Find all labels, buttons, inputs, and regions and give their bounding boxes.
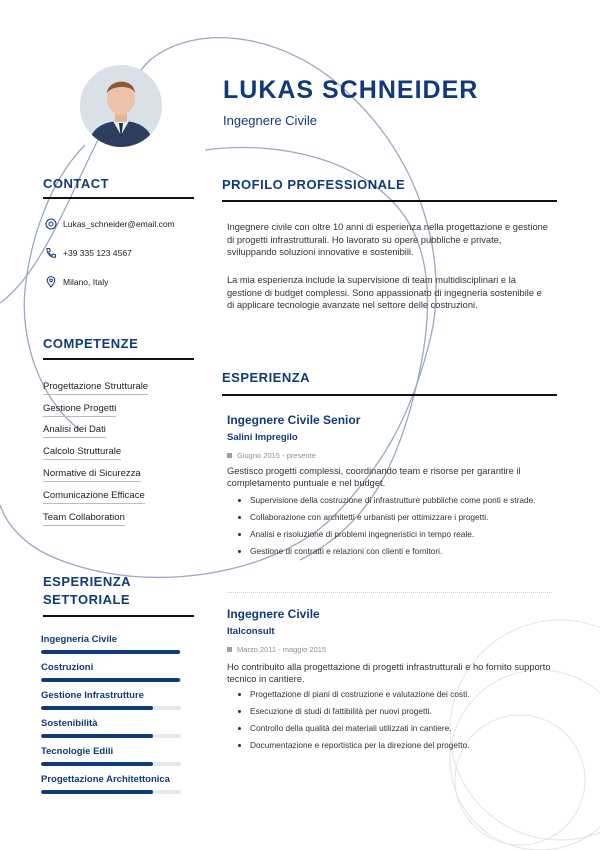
skill-item: Comunicazione Efficace <box>43 490 145 504</box>
industry-label: Costruzioni <box>41 662 94 673</box>
job-bullet: • Gestione di contratti e relazioni con clienti e fornitori. <box>250 546 560 557</box>
job-bullet: • Progettazione di piani di costruzione e valutazione dei costi. <box>250 689 560 700</box>
email-text: Lukas_schneider@email.com <box>63 219 175 229</box>
skill-item: Gestione Progetti <box>43 403 116 417</box>
job-dates <box>227 645 326 654</box>
job-summary: Ho contribuito alla progettazione di progetti infrastrutturali e ho fornito supporto tecnico in cantiere. <box>227 662 551 684</box>
profile-photo <box>80 65 162 147</box>
calendar-icon <box>227 647 232 652</box>
avatar <box>80 65 162 147</box>
industry-divider <box>43 615 194 617</box>
job-title: Ingegnere Civile Senior <box>227 413 361 427</box>
skill-item: Normative di Sicurezza <box>43 468 141 482</box>
industry-title-line1: ESPERIENZA <box>43 574 132 589</box>
industry-label: Tecnologie Edili <box>41 746 114 757</box>
location-pin-icon <box>45 276 57 288</box>
experience-divider <box>222 394 557 396</box>
job-dates-text: Marzo 2011 - maggio 2015 <box>237 645 327 654</box>
job-company: Salini Impregilo <box>227 432 298 443</box>
job-bullet: • Analisi e risoluzione di problemi ingegneristici in tempo reale. <box>250 529 560 540</box>
profile-divider <box>222 200 557 202</box>
job-bullet: • Documentazione e reportistica per la direzione del progetto. <box>250 740 560 751</box>
job-bullets <box>236 689 560 757</box>
profile-paragraph-1: Ingegnere civile con oltre 10 anni di esperienza nella progettazione e gestione di progetti infrastrutturali. Ho lavorato su opere pubbliche e private, sviluppando soluzioni innovative e sostenibili. <box>227 222 548 258</box>
phone-icon <box>45 247 57 259</box>
industry-bar-fill <box>41 650 180 654</box>
skill-item: Analisi dei Dati <box>43 424 106 438</box>
job-bullet: • Collaborazione con architetti e urbanisti per ottimizzare i progetti. <box>250 512 560 523</box>
job-summary: Gestisco progetti complessi, coordinando team e risorse per garantire il completamento puntuale e nel budget. <box>227 466 521 488</box>
industry-section-title <box>43 573 131 609</box>
skill-item: Calcolo Strutturale <box>43 446 121 460</box>
skills-section-title: COMPETENZE <box>43 336 139 351</box>
job-company: Italconsult <box>227 626 275 637</box>
industry-bar <box>41 706 181 710</box>
phone-text: +39 335 123 4567 <box>63 248 132 258</box>
industry-bar <box>41 734 181 738</box>
contact-divider <box>43 197 194 199</box>
industry-label: Sostenibilità <box>41 718 98 729</box>
skills-divider <box>43 358 194 360</box>
industry-bar <box>41 678 181 682</box>
contact-email[interactable] <box>45 218 175 230</box>
industry-label: Ingegneria Civile <box>41 634 118 645</box>
calendar-icon <box>227 453 232 458</box>
industry-label: Progettazione Architettonica <box>41 774 170 785</box>
job-bullet: • Supervisione della costruzione di infrastrutture pubbliche come ponti e strade. <box>250 495 560 506</box>
contact-location <box>45 276 108 288</box>
job-bullets <box>236 495 560 563</box>
contact-section-title: CONTACT <box>43 176 110 191</box>
industry-bar-fill <box>41 678 180 682</box>
profile-section-title: PROFILO PROFESSIONALE <box>222 177 406 192</box>
industry-title-line2: SETTORIALE <box>43 592 131 607</box>
profile-paragraph-2: La mia esperienza include la supervisione di team multidisciplinari e la gestione di budget complessi. Sono appassionato di ingegneria sostenibile e di applicare tecnologie avanzate nel settore delle costruzioni. <box>227 275 542 311</box>
job-separator <box>227 592 552 593</box>
industry-bar-fill <box>41 762 153 766</box>
industry-label: Gestione Infrastrutture <box>41 690 144 701</box>
skill-item: Team Collaboration <box>43 512 125 526</box>
job-title: Ingegnere Civile <box>227 607 320 621</box>
job-dates <box>227 451 316 460</box>
candidate-role: Ingegnere Civile <box>223 113 317 128</box>
skill-item: Progettazione Strutturale <box>43 381 148 395</box>
industry-bar-fill <box>41 706 153 710</box>
at-icon <box>45 218 57 230</box>
industry-bar <box>41 762 181 766</box>
job-bullet: • Controllo della qualità dei materiali utilizzati in cantiere. <box>250 723 560 734</box>
industry-bar-fill <box>41 734 153 738</box>
contact-phone[interactable] <box>45 247 132 259</box>
industry-bar <box>41 790 181 794</box>
industry-bar-fill <box>41 790 153 794</box>
experience-section-title: ESPERIENZA <box>222 370 311 385</box>
location-text: Milano, Italy <box>63 277 109 287</box>
candidate-name: LUKAS SCHNEIDER <box>223 76 479 104</box>
job-dates-text: Giugno 2015 - presente <box>237 451 316 460</box>
job-bullet: • Esecuzione di studi di fattibilità per nuovi progetti. <box>250 706 560 717</box>
industry-bar <box>41 650 181 654</box>
